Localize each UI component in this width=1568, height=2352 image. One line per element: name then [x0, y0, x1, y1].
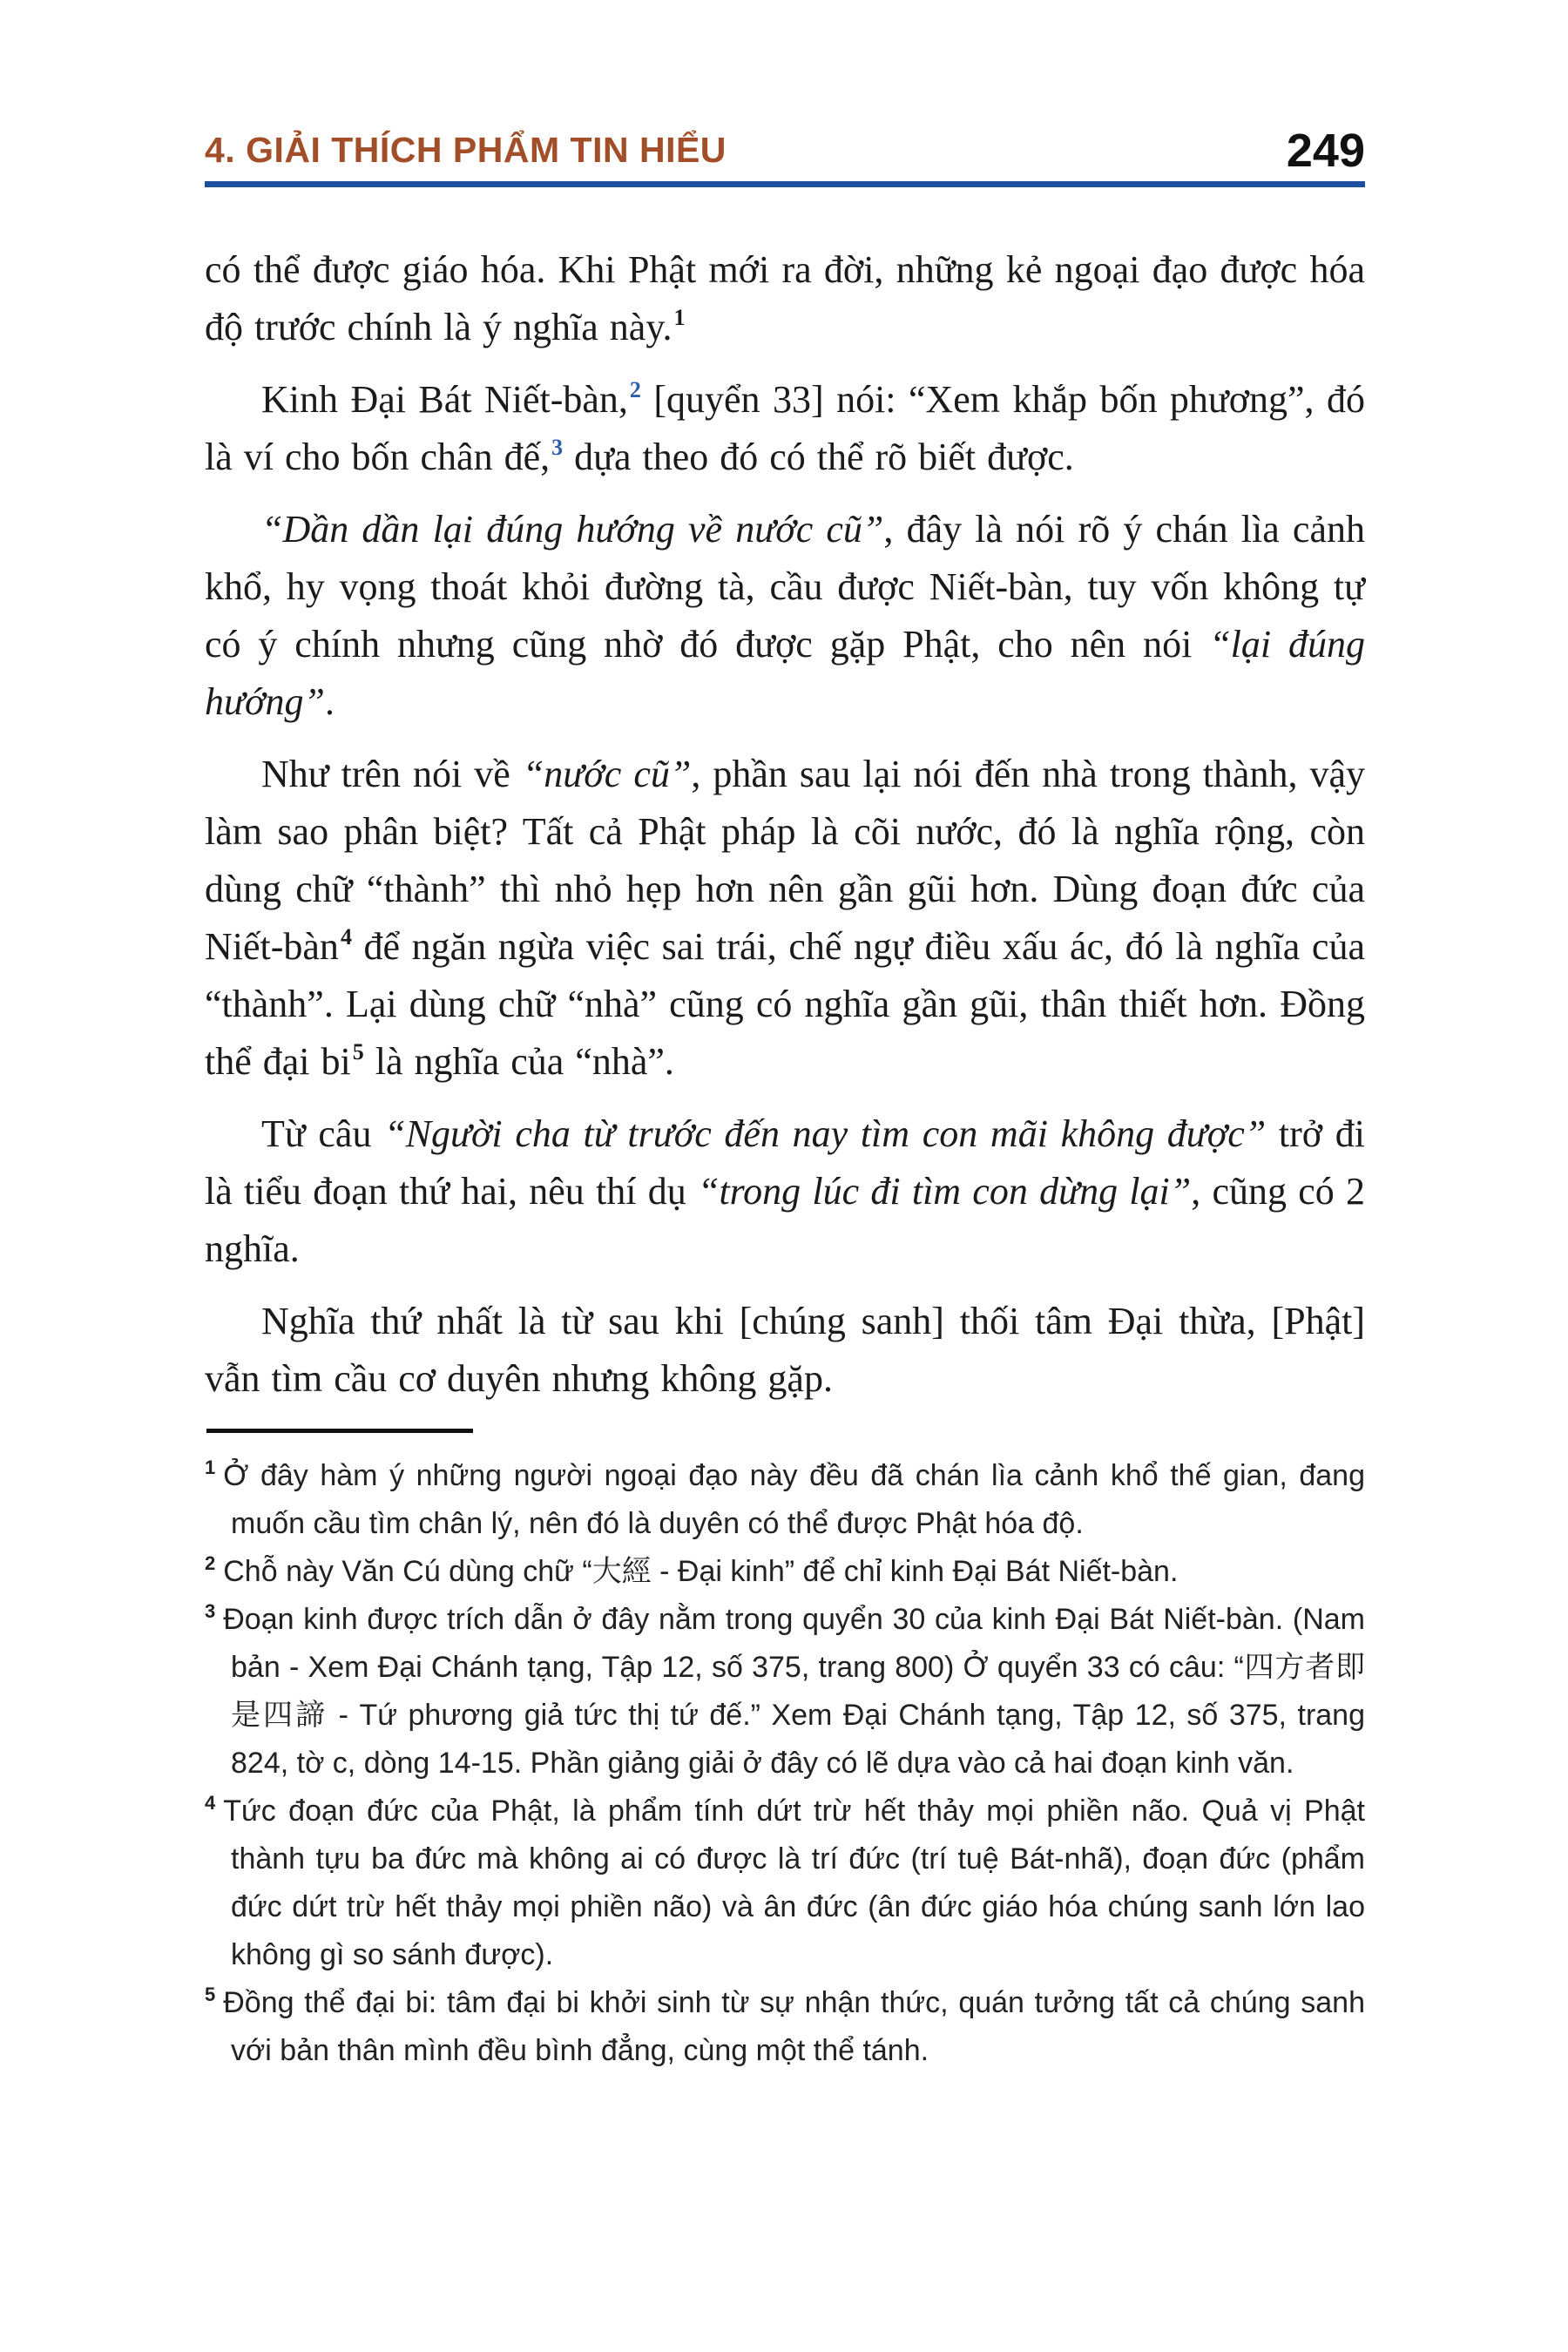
footnote-ref-link[interactable]: 2 — [629, 377, 641, 402]
text-run: trở đi là tiểu đoạn thứ hai, nêu thí dụ — [205, 1112, 1365, 1213]
quoted-phrase: “nước cũ” — [522, 753, 692, 795]
footnote-item — [205, 1452, 1365, 1548]
text-run: [quyển 33] nói: “Xem khắp bốn phương”, đó là ví cho bốn chân đế, — [205, 378, 1365, 478]
text-run: dựa theo đó có thể rõ biết được. — [563, 436, 1074, 478]
footnote-text: Tức đoạn đức của Phật, là phẩm tính dứt trừ hết thảy mọi phiền não. Quả vị Phật thành tựu ba đức mà không ai có được là trí đức (trí tuệ Bát-nhã), đoạn đức (phẩm đức dứt trừ hết thảy mọi phiền não) và ân đức (ân đức giáo hóa chúng sanh lớn lao không gì so sánh được). — [223, 1794, 1365, 1971]
quoted-phrase: “Dần dần lại đúng hướng về nước cũ” — [261, 508, 884, 551]
text-run: . — [324, 680, 335, 723]
header-rule — [205, 181, 1365, 187]
paragraph — [205, 746, 1365, 1091]
footnote-item — [205, 1788, 1365, 1979]
text-run: Kinh Đại Bát Niết-bàn, — [261, 378, 628, 421]
quoted-phrase: “lại đúng hướng” — [205, 623, 1365, 723]
footnote-item — [205, 1979, 1365, 2075]
text-run: Nghĩa thứ nhất là từ sau khi [chúng sanh] thối tâm Đại thừa, [Phật] vẫn tìm cầu cơ duyên nhưng không gặp. — [205, 1300, 1365, 1400]
page-number: 249 — [1286, 125, 1365, 177]
text-run: có thể được giáo hóa. Khi Phật mới ra đời, những kẻ ngoại đạo được hóa độ trước chính là ý nghĩa này. — [205, 248, 1365, 348]
footnote-marker: 1 — [205, 1456, 216, 1478]
footnote-ref-link[interactable]: 3 — [551, 435, 564, 460]
footnote-text: Đoạn kinh được trích dẫn ở đây nằm trong quyển 30 của kinh Đại Bát Niết-bàn. (Nam bản - Xem Đại Chánh tạng, Tập 12, số 375, trang 800) Ở quyển 33 có câu: “四方者即是四諦 - Tứ phương giả tức thị tứ đế.” Xem Đại Chánh tạng, Tập 12, số 375, trang 824, tờ c, dòng 14-15. Phần giảng giải ở đây có lẽ dựa vào cả hai đoạn kinh văn. — [223, 1603, 1365, 1780]
text-run: , cũng có 2 nghĩa. — [205, 1170, 1366, 1270]
footnote-ref: 4 — [340, 924, 352, 950]
quoted-phrase: “trong lúc đi tìm con dừng lại” — [697, 1170, 1192, 1213]
footnote-text: Đồng thể đại bi: tâm đại bi khởi sinh từ sự nhận thức, quán tưởng tất cả chúng sanh với bản thân mình đều bình đẳng, cùng một thể tánh. — [223, 1986, 1365, 2067]
footnotes — [205, 1452, 1365, 2075]
footnote-marker: 2 — [205, 1552, 216, 1574]
page-title: 4. GIẢI THÍCH PHẨM TIN HIỂU — [205, 130, 727, 170]
text-run: để ngăn ngừa việc sai trái, chế ngự điều xấu ác, đó là nghĩa của “thành”. Lại dùng chữ “nhà” cũng có nghĩa gần gũi, thân thiết hơn. Đồng thể đại bi — [205, 925, 1365, 1083]
paragraph — [205, 241, 1365, 356]
text-run: , đây là nói rõ ý chán lìa cảnh khổ, hy vọng thoát khỏi đường tà, cầu được Niết-bàn, tuy vốn không tự có ý chính nhưng cũng nhờ đó được gặp Phật, cho nên nói — [205, 508, 1365, 666]
text-run: là nghĩa của “nhà”. — [363, 1040, 674, 1083]
text-run: Như trên nói về — [261, 753, 523, 795]
paragraph — [205, 501, 1365, 731]
footnote-ref: 5 — [352, 1039, 364, 1064]
page-header — [205, 125, 1365, 177]
footnote-separator — [206, 1429, 473, 1433]
footnote-item — [205, 1548, 1365, 1596]
paragraph — [205, 1293, 1365, 1408]
quoted-phrase: “Người cha từ trước đến nay tìm con mãi không được” — [384, 1112, 1267, 1155]
page-content — [205, 127, 1365, 2075]
footnote-text: Chỗ này Văn Cú dùng chữ “大經 - Đại kinh” để chỉ kinh Đại Bát Niết-bàn. — [223, 1555, 1179, 1588]
footnote-item — [205, 1596, 1365, 1788]
footnote-marker: 5 — [205, 1984, 216, 2005]
footnote-text: Ở đây hàm ý những người ngoại đạo này đều đã chán lìa cảnh khổ thế gian, đang muốn cầu tìm chân lý, nên đó là duyên có thể được Phật hóa độ. — [223, 1459, 1365, 1540]
footnote-marker: 4 — [205, 1792, 216, 1814]
body-text — [205, 241, 1365, 1408]
footnote-ref: 1 — [673, 305, 686, 330]
text-run: Từ câu — [261, 1112, 385, 1155]
paragraph — [205, 1105, 1365, 1278]
text-run: , phần sau lại nói đến nhà trong thành, vậy làm sao phân biệt? Tất cả Phật pháp là cõi nước, đó là nghĩa rộng, còn dùng chữ “thành” thì nhỏ hẹp hơn nên gần gũi hơn. Dùng đoạn đức của Niết-bàn — [205, 753, 1366, 968]
paragraph — [205, 371, 1365, 486]
footnote-marker: 3 — [205, 1600, 216, 1622]
